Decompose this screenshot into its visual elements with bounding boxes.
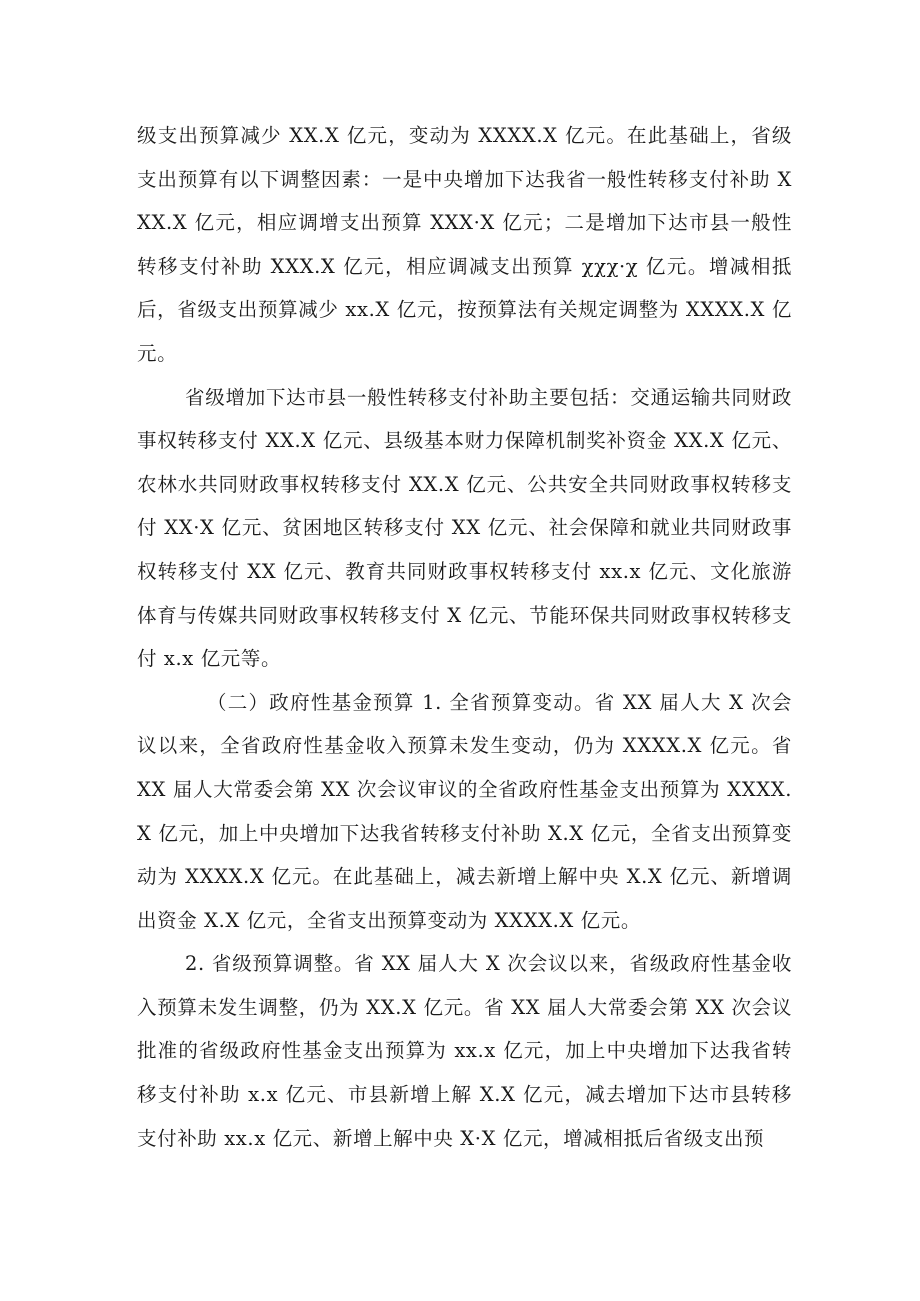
document-body: [137, 114, 792, 1160]
paragraph-4: 2. 省级预算调整。省 XX 届人大 X 次会议以来，省级政府性基金收入预算未发生调整，仍为 XX.X 亿元。省 XX 届人大常委会第 XX 次会议批准的省级政府性基金支出预算为 xx.x 亿元，加上中央增加下达我省转移支付补助 x.x 亿元、市县新增上解 X.X 亿元，减去增加下达市县转移支付补助 xx.x 亿元、新增上解中央 X·X 亿元，增减相抵后省级支出预: [137, 952, 792, 1150]
paragraph-2: 省级增加下达市县一般性转移支付补助主要包括：交通运输共同财政事权转移支付 XX.X 亿元、县级基本财力保障机制奖补资金 XX.X 亿元、农林水共同财政事权转移支付 XX.X 亿元、公共安全共同财政事权转移支付 XX·X 亿元、贫困地区转移支付 XX 亿元、社会保障和就业共同财政事权转移支付 XX 亿元、教育共同财政事权转移支付 xx.x 亿元、文化旅游体育与传媒共同财政事权转移支付 X 亿元、节能环保共同财政事权转移支付 x.x 亿元等。: [137, 385, 792, 671]
paragraph-3: （二）政府性基金预算 1. 全省预算变动。省 XX 届人大 X 次会议以来，全省政府性基金收入预算未发生变动，仍为 XXXX.X 亿元。省 XX 届人大常委会第 XX 次会议审议的全省政府性基金支出预算为 XXXX.X 亿元，加上中央增加下达我省转移支付补助 X.X 亿元，全省支出预算变动为 XXXX.X 亿元。在此基础上，减去新增上解中央 X.X 亿元、新增调出资金 X.X 亿元，全省支出预算变动为 XXXX.X 亿元。: [137, 690, 792, 932]
paragraph-1: 级支出预算减少 XX.X 亿元，变动为 XXXX.X 亿元。在此基础上，省级支出预算有以下调整因素：一是中央增加下达我省一般性转移支付补助 XXX.X 亿元，相应调增支出预算 XXX·X 亿元；二是增加下达市县一般性转移支付补助 XXX.X 亿元，相应调减支出预算 χχχ·χ 亿元。增减相抵后，省级支出预算减少 xx.X 亿元，按预算法有关规定调整为 XXXX.X 亿元。: [137, 124, 792, 365]
